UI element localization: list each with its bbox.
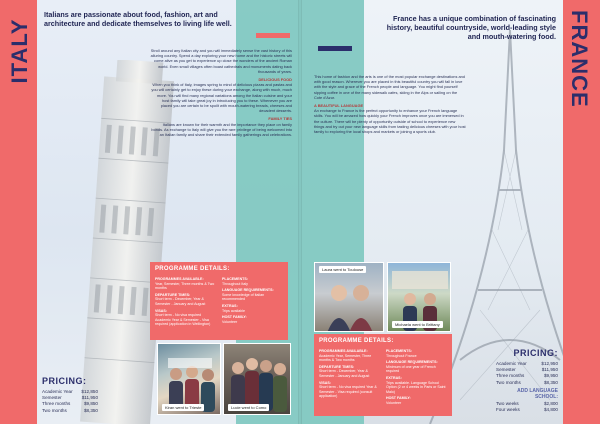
value: Academic Year, Semester, Three months & Two months [319,353,372,363]
france-body-text [314,74,466,137]
caption-laura: Laura went to Toulouse [319,266,366,273]
france-programme-col-1 [319,347,380,406]
label: HOST FAMILY: [386,396,411,401]
label: LANGUAGE REQUIREMENTS: [222,288,274,293]
people-illustration [315,263,384,332]
france-intro: France has a unique combination of fascinating history, beautiful countryside, world-leading style and mouth-watering food. [386,14,556,41]
price-label: Academic Year [496,361,527,366]
label: HOST FAMILY: [222,315,247,320]
label: VISAS: [319,380,331,385]
photo-lucie [223,343,291,415]
italy-pricing-title: PRICING: [42,376,87,386]
france-paragraph-1: This home of fashion and the arts is one of the most popular exchange destinations and with good reason. Wherever you are placed in this beautiful country you will fall in love with the style and grace of the French people and language. You might find yourself sipping coffee in one of the many sidewalk cafes, skiing in the Alps or sailing on the Cote d'Azur. [314,74,465,100]
language-school-title: ADD LANGUAGE SCHOOL: [517,387,558,400]
price-row [496,407,558,413]
accent-bar-coral [256,33,290,38]
label: PROGRAMMES AVAILABLE: [319,349,368,353]
label: VISAS: [155,308,167,313]
label: PROGRAMMES AVAILABLE: [155,277,204,281]
italy-intro: Italians are passionate about food, fashion, art and architecture and dedicate themselves to living life well. [44,10,232,28]
italy-body-text [150,48,292,140]
value: Trips available. Language School Option (2 or 4 weeks in Paris or Saint Malo) [386,380,446,394]
price-value: $2,800 [543,400,558,406]
accent-bar-navy [318,46,352,51]
italy-programme-box [150,262,288,340]
italy-pricing [42,376,98,414]
price-row [42,408,98,414]
price-label: Two months [496,379,521,385]
italy-paragraph-2: When you think of Italy, images spring to mind of delicious pizzas and pastas and you will certainly get to enjoy these during your exchange, along with much, much more. You will find many regional variations among the Italian cuisine and your host family will take great joy in introducing you to these. Whenever you are placed you are certain to be spoilt with mouth-watering breads, cheeses and decadent desserts. [151,82,292,114]
label: DEPARTURE TIMES: [319,364,355,369]
value: Throughout Italy [222,281,248,286]
france-programme-col-2 [386,347,447,406]
price-value: $9,850 [83,401,98,407]
page-gutter [298,0,302,424]
value: Year, Semester, Three months & Two months [155,281,215,291]
price-label: Three months [496,373,525,379]
price-value: $4,800 [543,407,558,413]
italy-paragraph-1: Stroll around any Italian city and you will immediately sense the vast history of this alluring country. Spend a day exploring your new home and the historic streets will come alive as you get to experience up close the wonders of the ancient Roman world. Even small villages often boast cathedrals and monuments dating back thousands of years. [150,48,292,74]
france-pricing-title: PRICING: [513,348,558,358]
price-label: Semester [42,395,62,401]
photo-kiran [157,343,221,415]
value: Short term - No visa required Academic Year & Semester - Visa required (application in Wellington) [155,313,211,327]
value: Minimum of one year of French required [386,364,436,374]
label: PLACEMENTS: [222,277,248,281]
value: Volunteer [386,400,402,405]
label: EXTRAS: [222,303,238,308]
label: EXTRAS: [386,375,402,380]
value: Some knowledge of Italian recommended [222,292,265,302]
caption-michaela: Michaela went to Brittany [392,321,443,328]
price-label: Four weeks [496,407,520,413]
value: Throughout France [386,353,417,358]
france-subheading-language: A BEAUTIFUL LANGUAGE [314,103,364,109]
photo-laura [314,262,384,332]
price-label: Academic Year [42,389,73,394]
value: Trips available [222,308,246,313]
price-row [496,380,558,386]
italy-programme-col-2 [222,275,283,327]
italy-title: ITALY [7,18,32,84]
price-value: $12,850 [81,389,98,394]
price-value: $12,950 [541,361,558,366]
price-label: Three months [42,401,71,407]
price-label: Two weeks [496,400,519,406]
price-label: Two months [42,407,67,413]
label: DEPARTURE TIMES: [155,292,191,297]
price-label: Semester [496,367,516,373]
label: PLACEMENTS: [386,349,412,353]
price-value: $11,950 [541,367,558,373]
price-value: $11,950 [81,395,98,401]
france-programme-title: PROGRAMME DETAILS: [319,338,394,344]
italy-paragraph-3: Italians are known for their warmth and the importance they place on family bonds. As exchange to Italy will give you the rare privilege of being welcomed into an Italian family and share their extended family gatherings and celebrations. [151,121,292,138]
value: Short term - December, Year & Semester - January and August [155,297,206,306]
price-value: $9,950 [543,373,558,379]
france-pricing [496,348,558,413]
price-value: $8,350 [83,407,98,413]
photo-michaela [387,262,451,332]
caption-lucie: Lucie went to Como [228,404,269,411]
caption-kiran: Kiran went to Trieste [162,404,204,411]
value: Volunteer [222,319,238,324]
italy-programme-title: PROGRAMME DETAILS: [155,266,230,272]
label: LANGUAGE REQUIREMENTS: [386,360,438,365]
france-programme-box [314,334,452,416]
italy-subheading-food: DELICIOUS FOOD [258,77,292,83]
value: Short term - No visa required Year & Semester - Visa required (consult application) [319,385,377,399]
value: Short term - December, Year & Semester - January and August [319,369,370,378]
price-value: $8,350 [543,379,558,385]
france-title: FRANCE [567,10,592,108]
italy-subheading-family: FAMILY TIES [268,116,292,122]
italy-programme-col-1 [155,275,216,327]
france-paragraph-2: An exchange to France is the perfect opportunity to enhance your French language skills. You will be amazed how quickly your French improves once you are immersed in the culture. There will be plenty of opportunity outside of school to experience new things and try out your new language skills from tasting delicious cheeses with your host family to exploring the local shops and markets or joining a sports club. [314,108,466,135]
